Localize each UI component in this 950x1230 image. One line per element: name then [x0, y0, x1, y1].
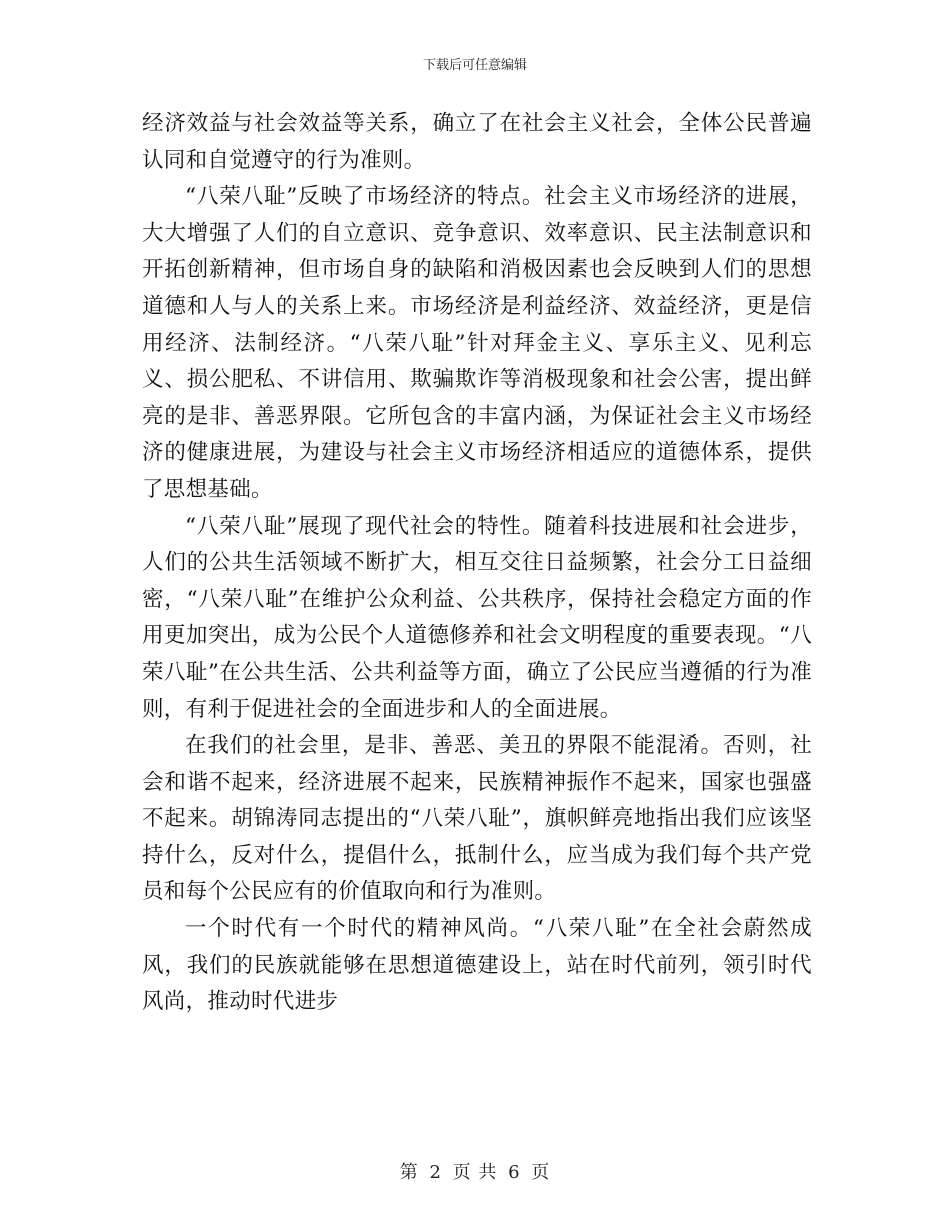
- total-page-number: 6: [508, 1162, 521, 1183]
- current-page-number: 2: [429, 1162, 442, 1183]
- paragraph-5: 一个时代有一个时代的精神风尚。“八荣八耻”在全社会蔚然成风，我们的民族就能够在思想道德建设上，站在时代前列，领引时代风尚，推动时代进步: [142, 916, 812, 1015]
- document-body: [142, 106, 812, 1021]
- page-header: 下载后可任意编辑: [422, 58, 527, 73]
- paragraph-3: “八荣八耻”展现了现代社会的特性。随着科技进展和社会进步，人们的公共生活领域不断扩大，相互交往日益频繁，社会分工日益细密，“八荣八耻”在维护公众利益、公共秩序，保持社会稳定方面的作用更加突出，成为公民个人道德修养和社会文明程度的重要表现。“八荣八耻”在公共生活、公共利益等方面，确立了公民应当遵循的行为准则，有利于促进社会的全面进步和人的全面进展。: [142, 513, 812, 722]
- page-footer: [0, 1158, 950, 1184]
- paragraph-4: 在我们的社会里，是非、善恶、美丑的界限不能混淆。否则，社会和谐不起来，经济进展不起来，民族精神振作不起来，国家也强盛不起来。胡锦涛同志提出的“八荣八耻”，旗帜鲜亮地指出我们应该坚持什么，反对什么，提倡什么，抵制什么，应当成为我们每个共产党员和每个公民应有的价值取向和行为准则。: [142, 733, 812, 905]
- paragraph-1: 经济效益与社会效益等关系，确立了在社会主义社会，全体公民普遍认同和自觉遵守的行为准则。: [142, 111, 812, 173]
- page-footer-suffix: 页: [531, 1162, 551, 1183]
- paragraph-2: “八荣八耻”反映了市场经济的特点。社会主义市场经济的进展，大大增强了人们的自立意识、竞争意识、效率意识、民主法制意识和开拓创新精神，但市场自身的缺陷和消极因素也会反映到人们的思想道德和人与人的关系上来。市场经济是利益经济、效益经济，更是信用经济、法制经济。“八荣八耻”针对拜金主义、享乐主义、见利忘义、损公肥私、不讲信用、欺骗欺诈等消极现象和社会公害，提出鲜亮的是非、善恶界限。它所包含的丰富内涵，为保证社会主义市场经济的健康进展，为建设与社会主义市场经济相适应的道德体系，提供了思想基础。: [142, 184, 812, 502]
- page-footer-middle: 页 共: [452, 1162, 498, 1183]
- page-footer-prefix: 第: [399, 1162, 419, 1183]
